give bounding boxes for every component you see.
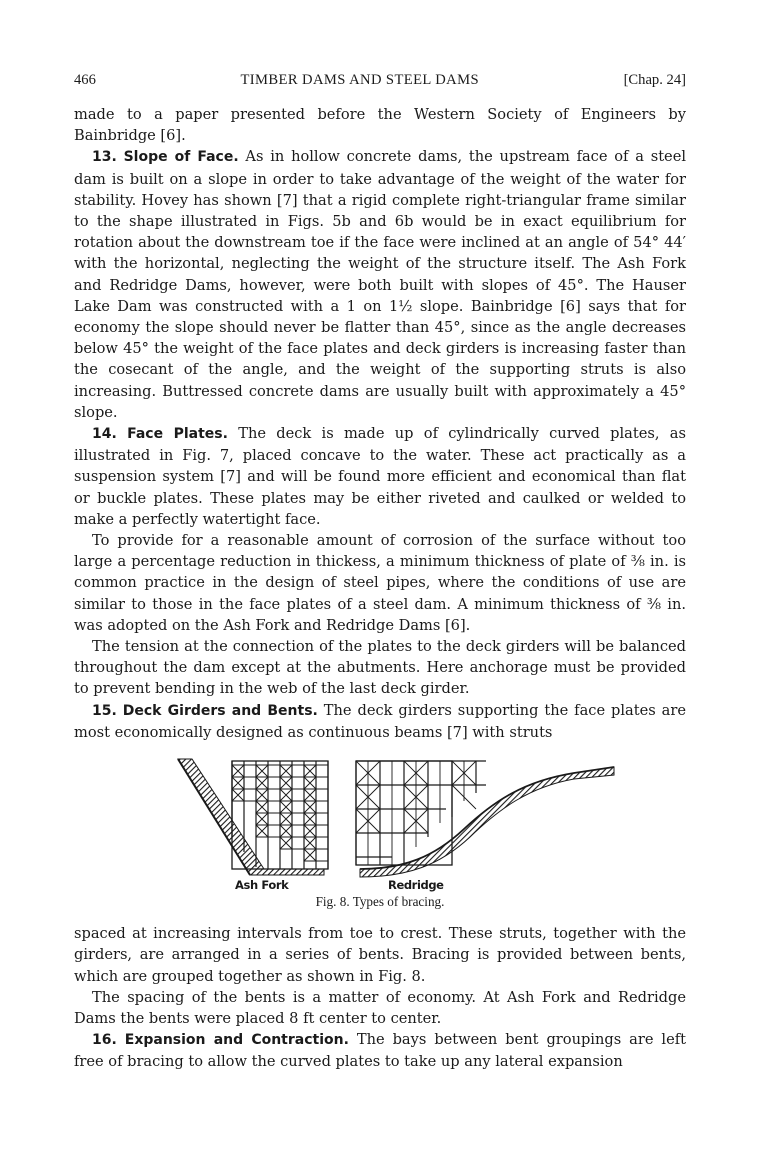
body-text-bottom xyxy=(74,923,686,1072)
section-title: Face Plates. xyxy=(127,426,228,443)
section-paragraph xyxy=(74,700,686,743)
figure-caption: Fig. 8. Types of bracing. xyxy=(315,894,445,910)
section-title: Expansion and Contraction. xyxy=(124,1032,349,1049)
running-title: TIMBER DAMS AND STEEL DAMS xyxy=(240,72,479,88)
paragraph-continuation xyxy=(74,104,686,146)
figure-label-ash-fork: Ash Fork xyxy=(235,878,289,893)
paragraph-text: The tension at the connection of the plates to the deck girders will be balanced throughout the dam except at the abutments. Here anchorage must be provided to prevent bending in the web of the last deck girder. xyxy=(74,638,686,698)
figure-8 xyxy=(74,757,686,913)
redridge-diagram xyxy=(356,761,614,877)
paragraph-text: The deck is made up of cylindrically curved plates, as illustrated in Fig. 7, placed concave to the water. These act practically as a suspension system [7] and will be found more efficient and economical than flat or buckle plates. These plates may be either riveted and caulked or welded to make a perfectly watertight face. xyxy=(74,425,686,528)
section-number: 16. xyxy=(92,1032,117,1049)
paragraph xyxy=(74,987,686,1029)
section-number: 13. xyxy=(92,149,117,166)
section-paragraph xyxy=(74,146,686,423)
paragraph-text: To provide for a reasonable amount of corrosion of the surface without too large a percentage reduction in thickess, a minimum thickness of plate of ⅜ in. is common practice in the design of steel pipes, where the conditions of use are similar to those in the face plates of a steel dam. A minimum thickness of ⅜ in. was adopted on the Ash Fork and Redridge Dams [6]. xyxy=(74,532,686,634)
paragraph xyxy=(74,636,686,700)
paragraph-text: The bays between bent groupings are left free of bracing to allow the curved plates to take up any lateral expansion xyxy=(74,1031,686,1071)
body-text-top xyxy=(74,104,686,743)
paragraph-continuation xyxy=(74,923,686,987)
paragraph-text: The deck girders supporting the face plates are most economically designed as continuous beams [7] with struts xyxy=(74,701,686,741)
bracing-diagram xyxy=(74,757,686,887)
ash-fork-diagram xyxy=(178,759,328,875)
section-paragraph xyxy=(74,423,686,530)
section-title: Deck Girders and Bents. xyxy=(122,702,318,719)
paragraph-text: The spacing of the bents is a matter of economy. At Ash Fork and Redridge Dams the bents were placed 8 ft center to center. xyxy=(74,988,686,1027)
book-page xyxy=(74,70,686,1073)
paragraph-text: made to a paper presented before the Western Society of Engineers by Bainbridge [6]. xyxy=(74,106,686,145)
chapter-label: [Chap. 24] xyxy=(623,72,686,88)
section-number: 15. xyxy=(92,702,117,719)
running-header xyxy=(74,70,686,91)
paragraph xyxy=(74,530,686,636)
section-number: 14. xyxy=(92,426,117,443)
section-title: Slope of Face. xyxy=(123,149,239,166)
page-number: 466 xyxy=(74,72,96,88)
figure-label-redridge: Redridge xyxy=(388,878,444,893)
section-paragraph xyxy=(74,1029,686,1072)
paragraph-text: spaced at increasing intervals from toe to crest. These struts, together with the girders, are arranged in a series of bents. Bracing is provided between bents, which are grouped together as shown in Fig. 8. xyxy=(74,925,686,985)
paragraph-text: As in hollow concrete dams, the upstream face of a steel dam is built on a slope in order to take advantage of the weight of the water for stability. Hovey has shown [7] that a rigid complete right-triangular frame similar to the shape illustrated in Figs. 5b and 6b would be in exact equilibrium for rotation about the downstream toe if the face were inclined at an angle of 54° 44′ with the horizontal, neglecting the weight of the structure itself. The Ash Fork and Redridge Dams, however, were both built with slopes of 45°. The Hauser Lake Dam was constructed with a 1 on 1½ slope. Bainbridge [6] says that for economy the slope should never be flatter than 45°, since as the angle decreases below 45° the weight of the face plates and deck girders is increasing faster than the cosecant of the angle, and the weight of the supporting struts is also increasing. Buttressed concrete dams are usually built with approximately a 45° slope. xyxy=(74,148,686,421)
